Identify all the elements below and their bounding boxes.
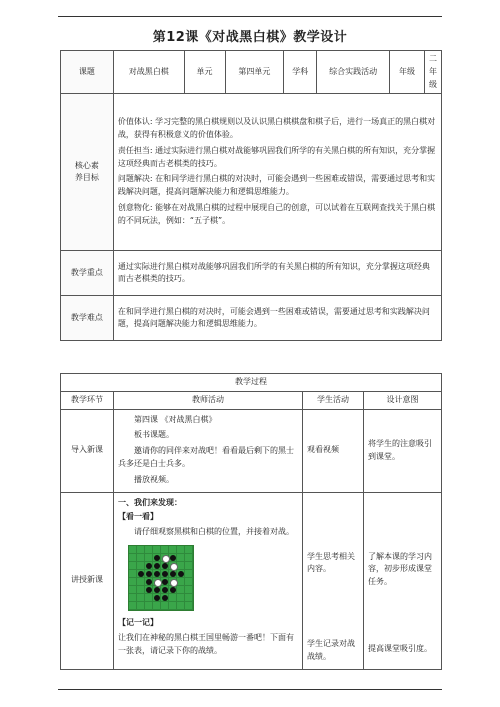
intro-teacher-activity xyxy=(114,409,303,492)
black-stone xyxy=(146,587,152,593)
board-cell xyxy=(177,570,185,578)
board-cell xyxy=(161,546,169,554)
board-cell xyxy=(137,570,145,578)
board-cell xyxy=(169,602,177,610)
black-stone xyxy=(170,587,176,593)
lesson-name-text: 第四课 《对战黑白棋》 xyxy=(134,414,217,424)
lecture-student-activity xyxy=(303,492,364,669)
key-points-label: 教学重点 xyxy=(61,251,114,296)
intro-stage: 导入新课 xyxy=(61,409,114,492)
board-cell xyxy=(129,586,137,594)
board-cell xyxy=(177,594,185,602)
topic-value: 对战黑白棋 xyxy=(113,51,184,94)
board-cell xyxy=(129,554,137,562)
board-title-text: 板书课题。 xyxy=(134,430,174,440)
board-cell xyxy=(145,586,153,594)
board-cell xyxy=(137,546,145,554)
look-heading: 【看一看】 xyxy=(118,512,158,522)
board-cell xyxy=(161,586,169,594)
key-points-text: 通过实际进行黑白棋对战能够巩固我们所学的有关黑白棋的所有知识，充分掌握这项经典而古老棋类的技巧。 xyxy=(113,251,441,296)
lecture-design-intent xyxy=(364,492,442,669)
board-cell xyxy=(145,602,153,610)
board-cell xyxy=(137,586,145,594)
difficulties-row xyxy=(61,296,442,341)
board-cell xyxy=(161,562,169,570)
board-cell xyxy=(169,586,177,594)
lecture-stage: 讲授新课 xyxy=(61,492,114,669)
process-title: 教学过程 xyxy=(61,374,442,392)
topic-label: 课题 xyxy=(61,51,114,94)
intro-student-activity: 观看视频 xyxy=(303,409,364,492)
teaching-process-table xyxy=(60,373,442,670)
board-cell xyxy=(153,570,161,578)
difficulties-text: 在和同学进行黑白棋的对决时，可能会遇到一些困难或错误，需要通过思考和实践解决问题，提高问题解决能力和逻辑思维能力。 xyxy=(113,296,441,341)
record-text: 让我们在神秘的黑白棋王国里畅游一番吧！下面有一张表，请记录下你的战绩。 xyxy=(118,632,294,655)
unit-value: 第四单元 xyxy=(225,51,284,94)
board-cell xyxy=(137,562,145,570)
intro-design-intent: 将学生的注意吸引到课堂。 xyxy=(364,409,442,492)
black-stone xyxy=(154,571,160,577)
board-cell xyxy=(145,554,153,562)
board-cell xyxy=(153,562,161,570)
board-cell xyxy=(153,586,161,594)
board-cell xyxy=(169,554,177,562)
board-cell xyxy=(129,594,137,602)
footer-rule xyxy=(58,689,442,690)
board-cell xyxy=(161,602,169,610)
creativity-text: 创意物化: 能够在对战黑白棋的过程中展现自己的创意，可以试着在互联网查找关于黑白棋的不同玩法，例如：“五子棋”。 xyxy=(117,202,436,225)
black-stone xyxy=(162,595,168,601)
board-cell xyxy=(153,594,161,602)
board-cell xyxy=(177,546,185,554)
board-cell xyxy=(137,554,145,562)
black-stone xyxy=(146,579,152,585)
board-cell xyxy=(185,554,193,562)
board-cell xyxy=(177,554,185,562)
core-literacy-label: 核心素 养目标 xyxy=(61,94,114,251)
student-activity-2: 学生记录对战战绩。 xyxy=(307,639,355,661)
othello-board-image xyxy=(128,545,194,611)
board-cell xyxy=(145,562,153,570)
design-intent-1: 了解本课的学习内容，初步形成课堂任务。 xyxy=(368,551,432,587)
board-cell xyxy=(145,594,153,602)
section-heading: 一、我们来发现： xyxy=(118,497,182,507)
board-cell xyxy=(153,546,161,554)
board-cell xyxy=(177,578,185,586)
subject-value: 综合实践活动 xyxy=(317,51,390,94)
core-literacy-content xyxy=(113,94,441,251)
black-stone xyxy=(154,587,160,593)
board-cell xyxy=(185,562,193,570)
column-header: 学生活动 xyxy=(303,391,364,409)
board-cell xyxy=(185,594,193,602)
black-stone xyxy=(170,571,176,577)
board-cell xyxy=(161,594,169,602)
board-cell xyxy=(145,570,153,578)
lesson-info-table xyxy=(60,50,442,341)
difficulties-label: 教学难点 xyxy=(61,296,114,341)
black-stone xyxy=(154,555,160,561)
board-cell xyxy=(153,554,161,562)
subject-label: 学科 xyxy=(284,51,317,94)
play-video-text: 播放视频。 xyxy=(134,474,174,484)
problem-solving-text: 问题解决: 在和同学进行黑白棋的对决时，可能会遇到一些困难或错误，需要通过思考和实践解决问题，提高问题解决能力和逻辑思维能力。 xyxy=(117,174,436,197)
board-cell xyxy=(185,578,193,586)
board-cell xyxy=(185,586,193,594)
header-rule xyxy=(58,16,442,17)
column-header: 设计意图 xyxy=(364,391,442,409)
board-cell xyxy=(161,570,169,578)
lecture-teacher-activity xyxy=(114,492,303,669)
process-header-row xyxy=(61,391,442,409)
black-stone xyxy=(138,571,144,577)
board-cell xyxy=(177,562,185,570)
black-stone xyxy=(146,571,152,577)
board-cell xyxy=(169,562,177,570)
board-cell xyxy=(129,578,137,586)
black-stone xyxy=(162,571,168,577)
board-cell xyxy=(137,578,145,586)
board-cell xyxy=(177,586,185,594)
column-header: 教学环节 xyxy=(61,391,114,409)
black-stone xyxy=(146,563,152,569)
look-text: 请仔细观察黑棋和白棋的位置，并接着对战。 xyxy=(134,527,294,537)
black-stone xyxy=(170,555,176,561)
unit-label: 单元 xyxy=(184,51,225,94)
board-cell xyxy=(145,578,153,586)
board-cell xyxy=(153,578,161,586)
intro-row xyxy=(61,409,442,492)
grade-value: 二年级 xyxy=(425,51,442,94)
invite-text: 邀请你的同伴来对战吧！看看最后剩下的黑士兵多还是白士兵多。 xyxy=(118,446,294,468)
board-cell xyxy=(177,602,185,610)
board-cell xyxy=(129,570,137,578)
board-cell xyxy=(169,546,177,554)
page-title: 第12课《对战黑白棋》教学设计 xyxy=(152,30,348,45)
board-cell xyxy=(169,578,177,586)
board-cell xyxy=(161,578,169,586)
board-cell xyxy=(137,602,145,610)
value-recognition-text: 价值体认: 学习完整的黑白棋规则以及认识黑白棋棋盘和棋子后，进行一场真正的黑白棋对战，获得有积极意义的价值体验。 xyxy=(117,117,436,139)
black-stone xyxy=(162,587,168,593)
core-literacy-row xyxy=(61,94,442,251)
board-cell xyxy=(129,546,137,554)
board-cell xyxy=(185,546,193,554)
record-heading: 【记一记】 xyxy=(118,617,158,627)
board-cell xyxy=(161,554,169,562)
info-row xyxy=(61,51,442,94)
black-stone xyxy=(154,595,160,601)
board-cell xyxy=(169,594,177,602)
board-cell xyxy=(153,602,161,610)
lecture-row xyxy=(61,492,442,669)
board-cell xyxy=(129,602,137,610)
board-cell xyxy=(129,562,137,570)
grade-label: 年级 xyxy=(390,51,425,94)
black-stone xyxy=(178,571,184,577)
key-points-row xyxy=(61,251,442,296)
black-stone xyxy=(154,563,160,569)
student-activity-1: 学生思考相关内容。 xyxy=(307,551,355,574)
board-cell xyxy=(145,546,153,554)
black-stone xyxy=(162,579,168,585)
board-cell xyxy=(169,570,177,578)
column-header: 教师活动 xyxy=(114,391,303,409)
black-stone xyxy=(162,563,168,569)
board-cell xyxy=(185,570,193,578)
design-intent-2: 提高课堂吸引度。 xyxy=(368,643,432,653)
process-title-row xyxy=(61,374,442,392)
board-cell xyxy=(185,602,193,610)
responsibility-text: 责任担当: 通过实际进行黑白棋对战能够巩固我们所学的有关黑白棋的所有知识，充分掌握这项经典而古老棋类的技巧。 xyxy=(117,145,436,168)
board-cell xyxy=(137,594,145,602)
